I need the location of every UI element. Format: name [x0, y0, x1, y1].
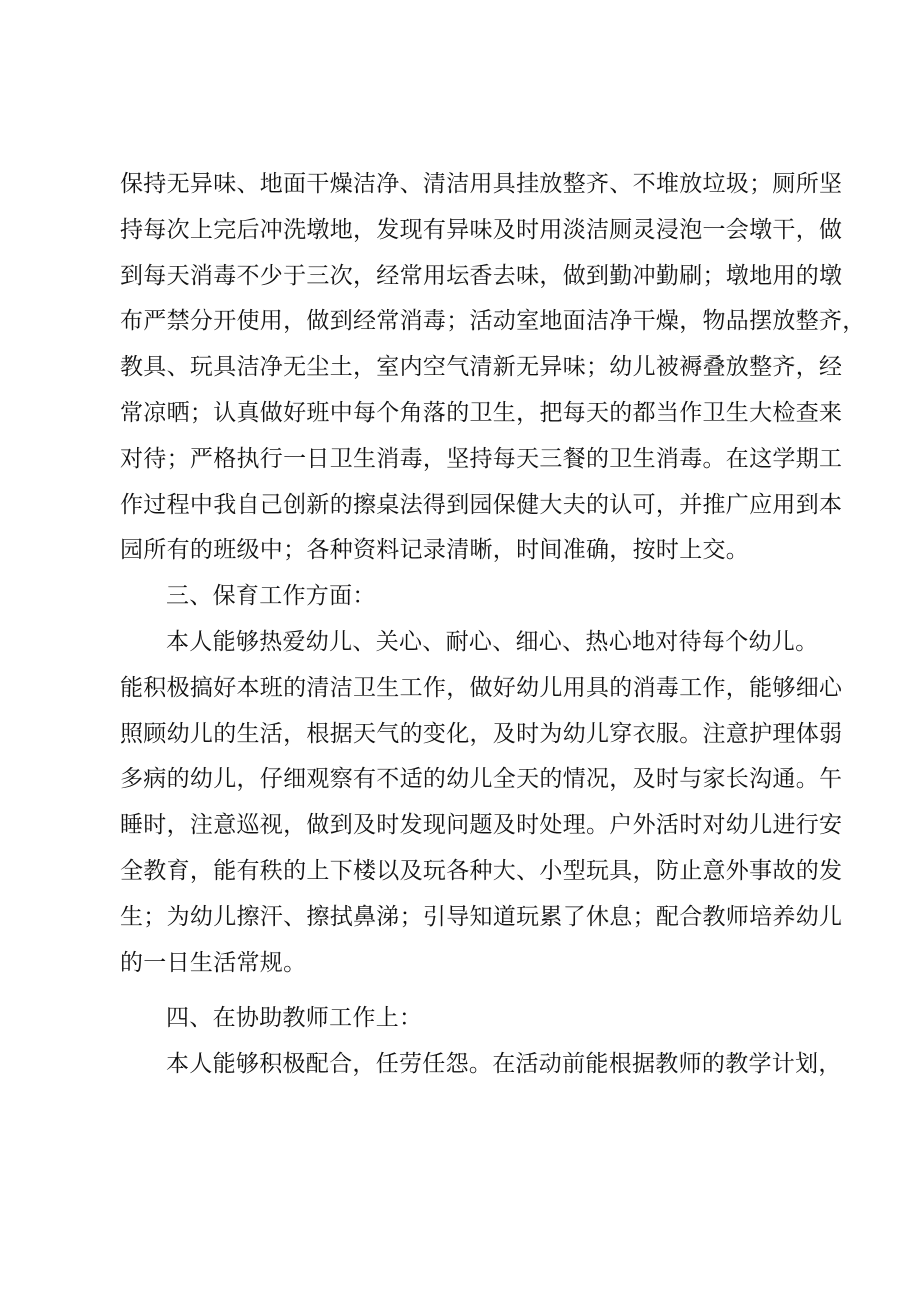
section-heading-3: 三、保育工作方面：: [166, 583, 376, 610]
text-line: 对待；严格执行一日卫生消毒，坚持每天三餐的卫生消毒。在这学期工: [120, 445, 843, 472]
text-line: 保持无异味、地面干燥洁净、清洁用具挂放整齐、不堆放垃圾；厕所坚: [120, 171, 843, 197]
text-line: 生；为幼儿擦汗、擦拭鼻涕；引导知道玩累了休息；配合教师培养幼儿: [120, 903, 843, 930]
text-line: 园所有的班级中；各种资料记录清晰，时间准确，按时上交。: [120, 537, 750, 564]
text-line: 多病的幼儿，仔细观察有不适的幼儿全天的情况，及时与家长沟通。午: [120, 766, 843, 793]
text-line: 作过程中我自己创新的擦桌法得到园保健大夫的认可，并推广应用到本: [120, 491, 843, 518]
section-heading-4: 四、在协助教师工作上：: [166, 1005, 423, 1032]
text-line: 全教育，能有秩的上下楼以及玩各种大、小型玩具，防止意外事故的发: [120, 857, 843, 884]
text-line: 教具、玩具洁净无尘土，室内空气清新无异味；幼儿被褥叠放整齐，经: [120, 354, 843, 381]
spacer: [120, 986, 840, 996]
text-line: 的一日生活常规。: [120, 949, 307, 976]
document-body: [120, 162, 866, 1088]
text-line: 布严禁分开使用，做到经常消毒；活动室地面洁净干燥，物品摆放整齐，: [120, 308, 866, 335]
text-line: 持每次上完后冲洗墩地，发现有异味及时用淡洁厕灵浸泡一会墩干，做: [120, 216, 843, 243]
text-line: 到每天消毒不少于三次，经常用坛香去味，做到勤冲勤刷；墩地用的墩: [120, 262, 843, 289]
text-line: 能积极搞好本班的清洁卫生工作，做好幼儿用具的消毒工作，能够细心: [120, 674, 843, 701]
text-line: 常凉晒；认真做好班中每个角落的卫生，把每天的都当作卫生大检查来: [120, 399, 843, 426]
text-line: 照顾幼儿的生活，根据天气的变化，及时为幼儿穿衣服。注意护理体弱: [120, 720, 843, 747]
text-line: 本人能够热爱幼儿、关心、耐心、细心、热心地对待每个幼儿。: [166, 628, 819, 655]
text-line: 本人能够积极配合，任劳任怨。在活动前能根据教师的教学计划，: [166, 1051, 842, 1078]
text-line: 睡时，注意巡视，做到及时发现问题及时处理。户外活时对幼儿进行安: [120, 812, 843, 839]
